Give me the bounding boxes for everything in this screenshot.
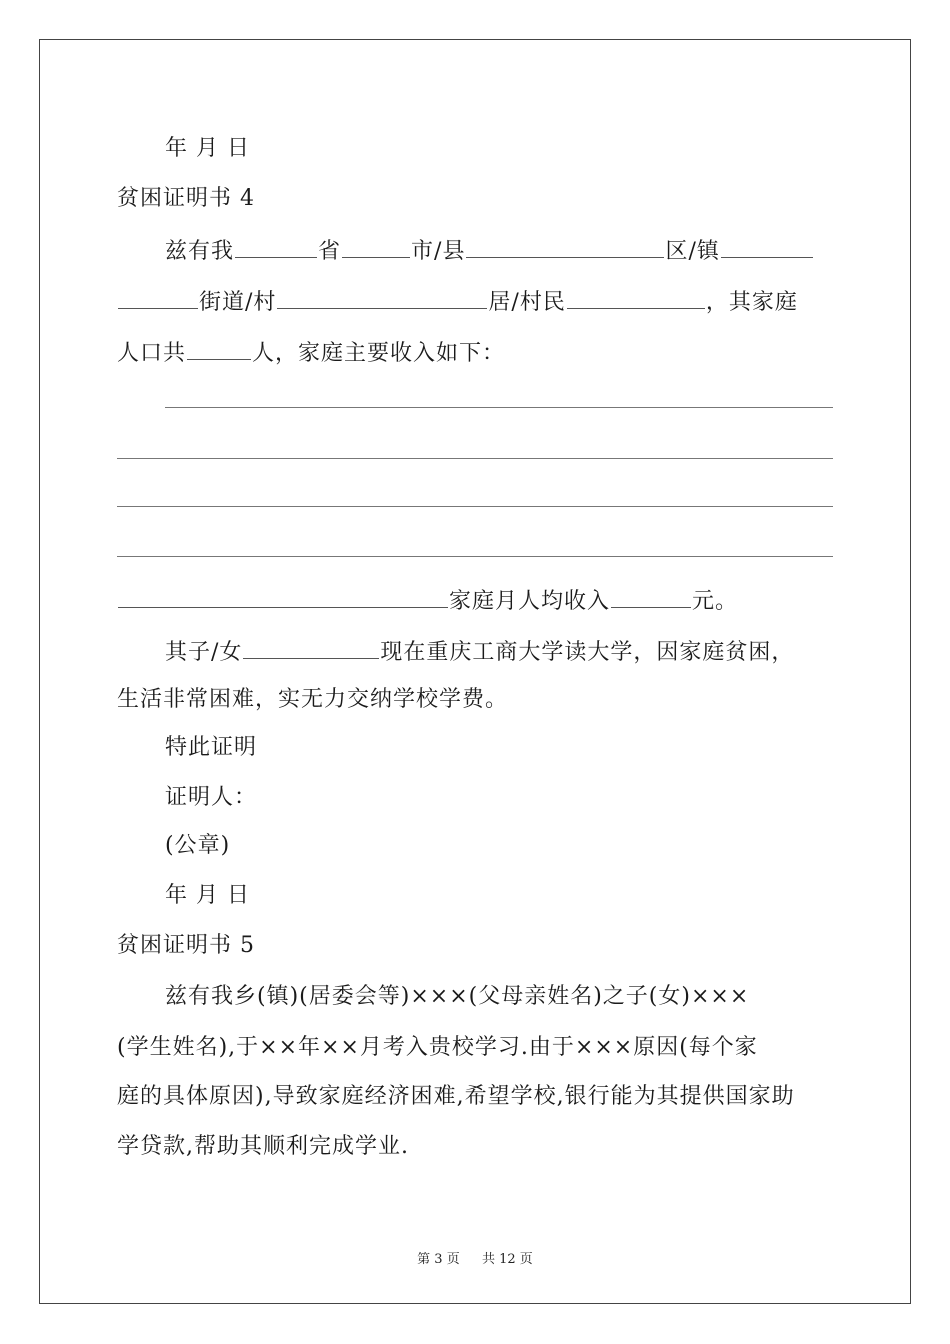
page-total: 共 12 页 [482, 1252, 533, 1267]
income-blank [118, 585, 448, 608]
paragraph-line-hardship: 生活非常困难，实无力交纳学校学费。 [117, 687, 509, 712]
child-name-blank [243, 636, 379, 659]
province-blank [235, 235, 317, 258]
page-number: 第 3 页 [417, 1252, 460, 1267]
street-blank-start [118, 286, 198, 309]
page-border [39, 39, 911, 1304]
district-blank [466, 235, 664, 258]
paragraph-line-2: 街道/村 居/村民 ，其家庭 [117, 286, 798, 317]
heading-certificate-4: 贫困证明书 4 [117, 186, 255, 211]
paragraph-line-3: 人口共 人，家庭主要收入如下： [117, 337, 505, 368]
page-footer [0, 1248, 950, 1267]
income-line-1 [165, 407, 833, 408]
household-size-blank [187, 337, 251, 360]
prover-label: 证明人： [165, 785, 258, 810]
paragraph-line-1: 兹有我 省 市/县 区/镇 [165, 235, 814, 266]
village-blank [277, 286, 487, 309]
income-line-2 [117, 458, 833, 459]
seal-label: (公章) [165, 833, 231, 858]
cert5-line-2: (学生姓名),于××年××月考入贵校学习.由于×××原因(每个家 [117, 1035, 758, 1060]
cert5-line-4: 学贷款,帮助其顺利完成学业. [117, 1134, 409, 1159]
cert5-line-1: 兹有我乡(镇)(居委会等)×××(父母亲姓名)之子(女)××× [165, 984, 750, 1009]
special-proof: 特此证明 [165, 735, 258, 760]
heading-certificate-5: 贫困证明书 5 [117, 933, 255, 958]
paragraph-line-monthly: 家庭月人均收入 元。 [117, 585, 738, 616]
paragraph-line-child: 其子/女 现在重庆工商大学读大学，因家庭贫困， [165, 636, 794, 667]
town-blank [721, 235, 813, 258]
resident-blank [567, 286, 705, 309]
date-line-bottom: 年 月 日 [165, 883, 250, 908]
income-line-3 [117, 506, 833, 507]
city-blank [342, 235, 410, 258]
cert5-line-3: 庭的具体原因),导致家庭经济困难,希望学校,银行能为其提供国家助 [117, 1084, 795, 1109]
monthly-income-blank [611, 585, 691, 608]
date-line-top: 年 月 日 [165, 136, 250, 161]
income-line-4 [117, 556, 833, 557]
